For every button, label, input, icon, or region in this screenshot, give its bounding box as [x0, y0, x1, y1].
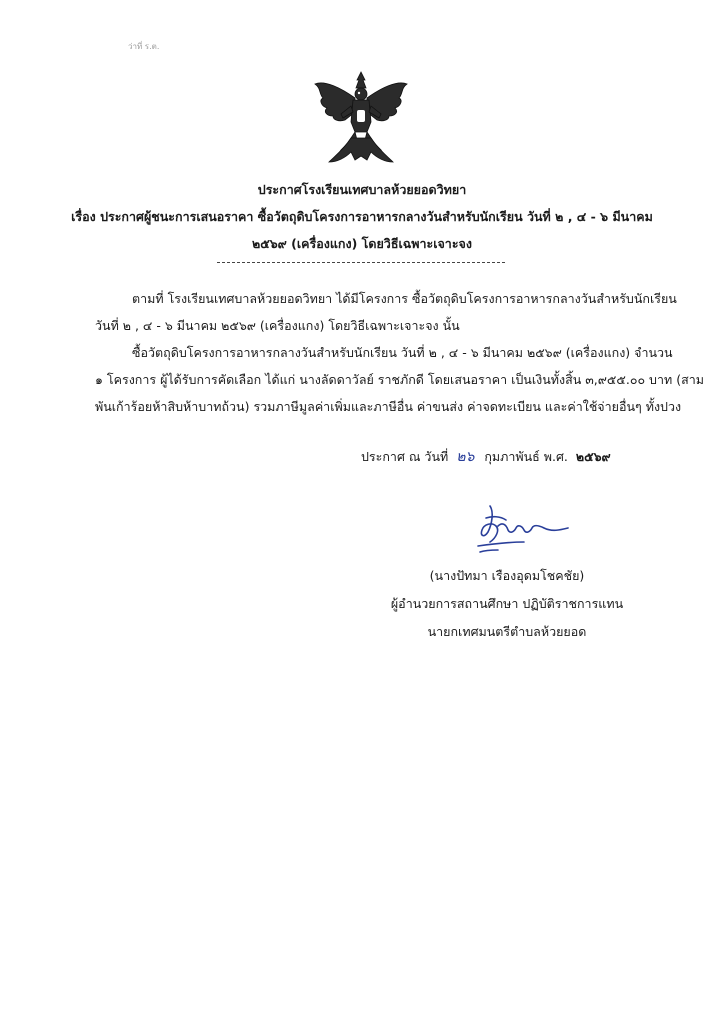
- divider: [217, 262, 505, 263]
- handwritten-signature-icon: [472, 502, 572, 560]
- date-day: ๒๖: [456, 449, 475, 465]
- paragraph-1-line-2: วันที่ ๒ , ๔ - ๖ มีนาคม ๒๕๖๙ (เครื่องแกง) โดยวิธีเฉพาะเจาะจง นั้น: [95, 318, 460, 333]
- date-label: ประกาศ ณ วันที่: [361, 449, 449, 464]
- paragraph-1-line-1: ตามที่ โรงเรียนเทศบาลห้วยยอดวิทยา ได้มีโครงการ ซื้อวัตถุดิบโครงการอาหารกลางวันสำหรับนักเรียน: [132, 291, 677, 306]
- signatory-position-2: นายกเทศมนตรีตำบลห้วยยอด: [427, 624, 587, 639]
- signatory-name: (นางปัทมา เรืองอุดมโชคชัย): [429, 568, 585, 583]
- date-year: ๒๕๖๙: [575, 449, 611, 464]
- subject-line-2: ๒๕๖๙ (เครื่องแกง) โดยวิธีเฉพาะเจาะจง: [252, 236, 472, 251]
- paragraph-2-line-2: ๑ โครงการ ผู้ได้รับการคัดเลือก ได้แก่ นางลัดดาวัลย์ ราชภักดี โดยเสนอราคา เป็นเงินทั้งสิ้น ๓,๙๕๕.๐๐ บาท (สาม: [95, 372, 704, 387]
- date-month: กุมภาพันธ์ พ.ศ.: [484, 449, 568, 464]
- corner-handwritten-mark: ว่าที่ ร.ต.: [128, 42, 160, 51]
- announcement-date: [361, 446, 611, 468]
- paragraph-2-line-1: ซื้อวัตถุดิบโครงการอาหารกลางวันสำหรับนักเรียน วันที่ ๒ , ๔ - ๖ มีนาคม ๒๕๖๙ (เครื่องแกง) จำนวน: [132, 345, 673, 360]
- garuda-emblem-icon: [311, 70, 411, 172]
- paragraph-2-line-3: พันเก้าร้อยห้าสิบห้าบาทถ้วน) รวมภาษีมูลค่าเพิ่มและภาษีอื่น ค่าขนส่ง ค่าจดทะเบียน และค่าใช้จ่ายอื่นๆ ทั้งปวง: [95, 399, 682, 414]
- subject-line-1: เรื่อง ประกาศผู้ชนะการเสนอราคา ซื้อวัตถุดิบโครงการอาหารกลางวันสำหรับนักเรียน วันที่ ๒ , ๔ - ๖ มีนาคม: [71, 209, 653, 224]
- signatory-position-1: ผู้อำนวยการสถานศึกษา ปฏิบัติราชการแทน: [390, 596, 624, 611]
- document-title: ประกาศโรงเรียนเทศบาลห้วยยอดวิทยา: [257, 182, 467, 197]
